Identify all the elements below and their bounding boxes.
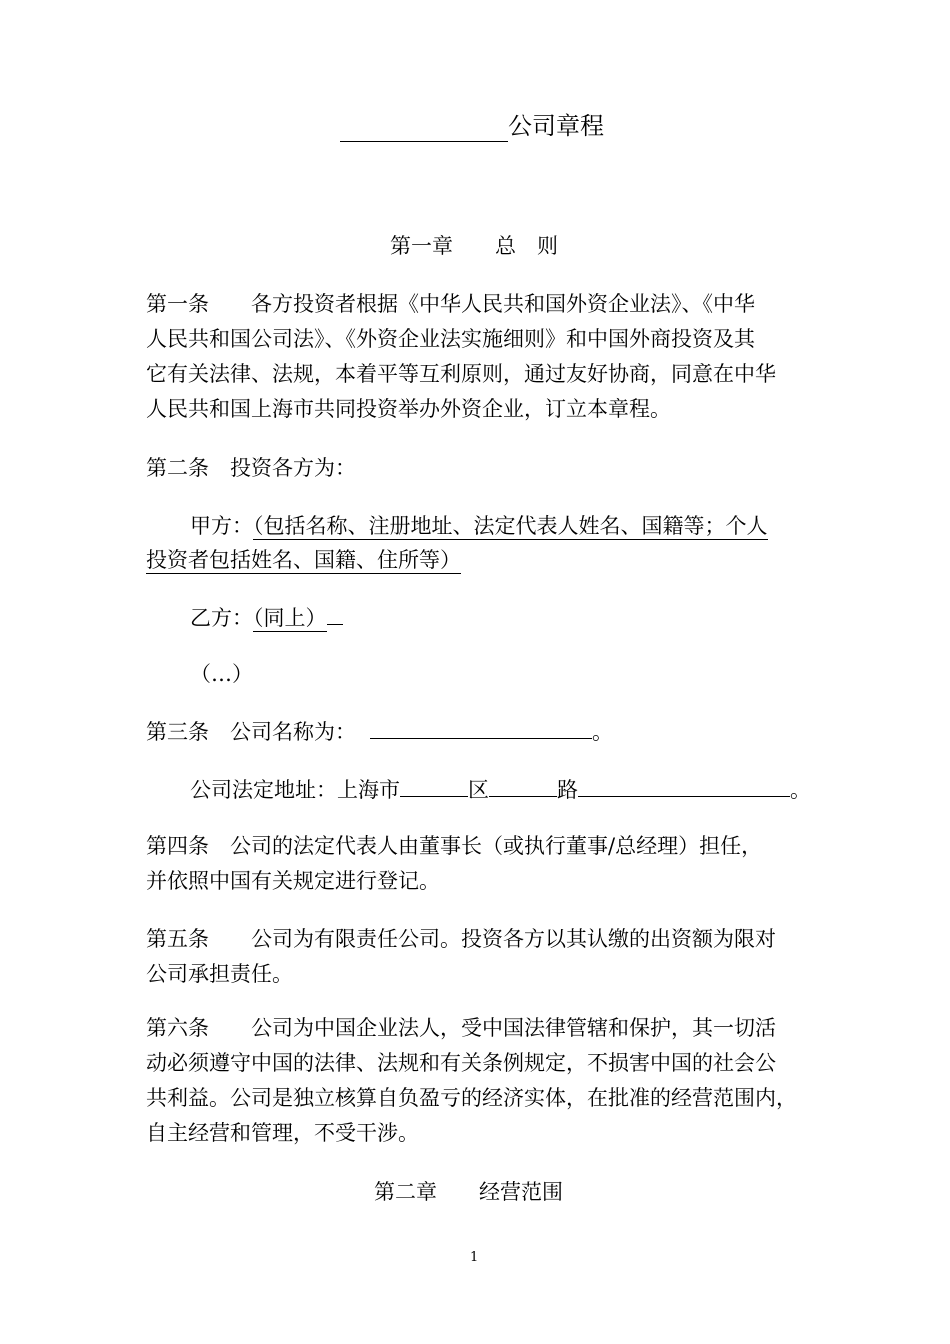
party-a-line-2 — [146, 546, 461, 574]
address-detail-field — [578, 776, 790, 797]
company-name-blank — [340, 115, 508, 142]
party-b-label: 乙方： — [190, 606, 253, 630]
more-parties: （…） — [190, 662, 253, 686]
article-1-line-2: 人民共和国公司法》、《外资企业法实施细则》和中国外商投资及其 — [146, 327, 755, 351]
legal-address-line: 公司法定地址：上海市 区 路 。 — [190, 778, 811, 802]
road-field — [489, 776, 557, 797]
party-a-label: 甲方： — [190, 514, 253, 538]
chapter-heading-1: 第一章 总 则 — [390, 234, 558, 258]
chapter-heading-2: 第二章 经营范围 — [374, 1180, 563, 1204]
article-6-line-1: 第六条 公司为中国企业法人，受中国法律管辖和保护，其一切活 — [146, 1016, 776, 1040]
document-title: 公司章程 — [340, 110, 604, 142]
address-label: 公司法定地址：上海市 — [190, 778, 400, 802]
company-name-label: 第三条 公司名称为： — [146, 720, 356, 744]
party-b-line — [190, 604, 343, 632]
article-5-line-1: 第五条 公司为有限责任公司。投资各方以其认缴的出资额为限对 — [146, 927, 776, 951]
company-name-field — [370, 718, 592, 739]
article-6-line-3: 共利益。公司是独立核算自负盈亏的经济实体，在批准的经营范围内， — [146, 1086, 797, 1110]
article-6-line-4: 自主经营和管理，不受干涉。 — [146, 1121, 419, 1145]
article-3-line-1: 第三条 公司名称为： 。 — [146, 720, 613, 744]
article-4-line-1: 第四条 公司的法定代表人由董事长（或执行董事/总经理）担任， — [146, 834, 763, 858]
party-a-description: （包括名称、注册地址、法定代表人姓名、国籍等；个人 — [253, 514, 768, 538]
page-number: 1 — [470, 1250, 479, 1265]
article-1-line-3: 它有关法律、法规，本着平等互利原则，通过友好协商，同意在中华 — [146, 362, 776, 386]
article-5-line-2: 公司承担责任。 — [146, 962, 293, 986]
party-a-line-1 — [190, 512, 768, 540]
article-2-heading: 第二条 投资各方为： — [146, 456, 356, 480]
party-a-description-cont: 投资者包括姓名、国籍、住所等） — [146, 548, 461, 572]
article-1-line-4: 人民共和国上海市共同投资举办外资企业，订立本章程。 — [146, 397, 671, 421]
article-1-line-1: 第一条 各方投资者根据《中华人民共和国外资企业法》、《中华 — [146, 292, 755, 316]
district-field — [400, 776, 468, 797]
article-6-line-2: 动必须遵守中国的法律、法规和有关条例规定，不损害中国的社会公 — [146, 1051, 776, 1075]
party-b-value: （同上） — [253, 606, 327, 630]
article-4-line-2: 并依照中国有关规定进行登记。 — [146, 869, 440, 893]
